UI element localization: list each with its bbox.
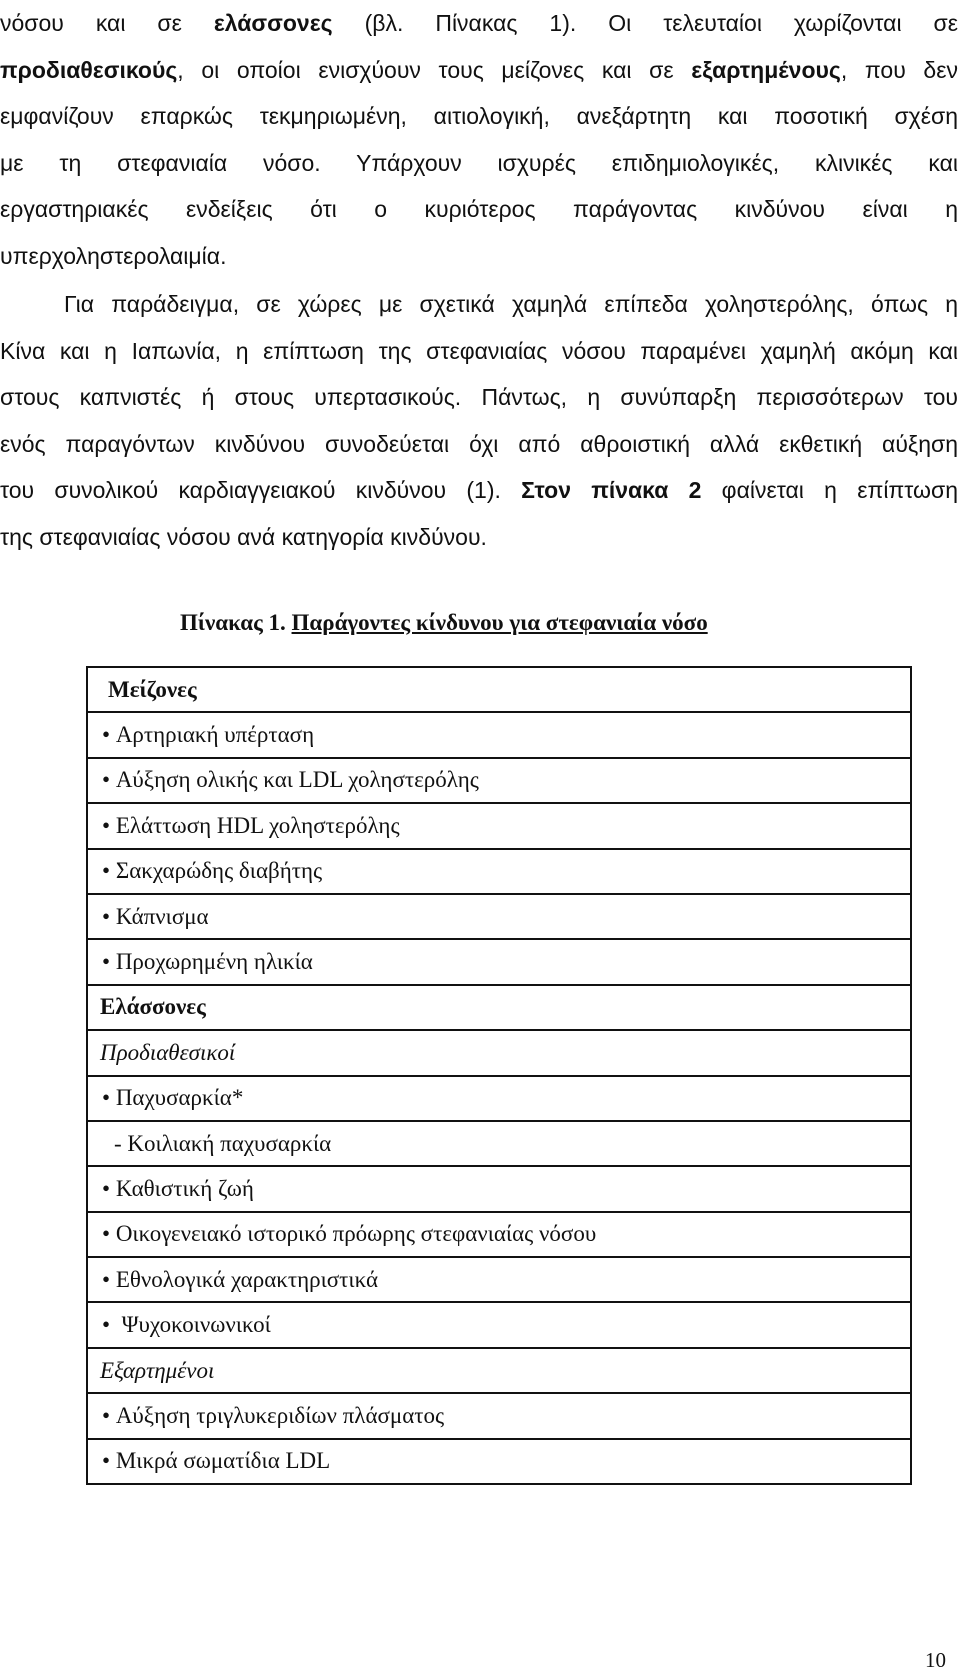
paragraph-line: Για παράδειγμα, σε χώρες με σχετικά χαμηλά επίπεδα χοληστερόλης, όπως η [64, 291, 958, 317]
paragraph-line: υπερχοληστερολαιμία. [0, 242, 227, 269]
major-header: Μείζονες [87, 667, 911, 712]
page-number: 10 [925, 1648, 946, 1672]
major-item: • Ελάττωση HDL χοληστερόλης [87, 803, 911, 848]
bold-term-predisposing: προδιαθεσικούς [0, 56, 178, 83]
table-row [87, 1166, 911, 1211]
predisposing-header: Προδιαθεσικοί [87, 1030, 911, 1075]
table-row [87, 849, 911, 894]
table-row [87, 1348, 911, 1393]
major-item: • Κάπνισμα [87, 894, 911, 939]
table-row [87, 1121, 911, 1166]
table-caption: Πίνακας 1. Παράγοντες κίνδυνου για στεφανιαία νόσο [180, 610, 708, 635]
table-row [87, 1212, 911, 1257]
bold-term-minor: ελάσσονες [213, 10, 333, 36]
major-item: • Προχωρημένη ηλικία [87, 939, 911, 984]
table-row [87, 667, 911, 712]
table-row [87, 1076, 911, 1121]
predisposing-item: • Ψυχοκοινωνικοί [87, 1302, 911, 1347]
table-row [87, 985, 911, 1030]
table-row [87, 803, 911, 848]
paragraph-line: με τη στεφανιαία νόσο. Υπάρχουν ισχυρές επιδημιολογικές, κλινικές και [0, 149, 958, 176]
minor-header: Ελάσσονες [87, 985, 911, 1030]
paragraph-line: ενός παραγόντων κινδύνου συνοδεύεται όχι από αθροιστική αλλά εκθετική αύξηση [0, 430, 958, 457]
paragraph-line: του συνολικού καρδιαγγειακού κινδύνου (1). Στον πίνακα 2 φαίνεται η επίπτωση [0, 477, 959, 504]
table-row [87, 758, 911, 803]
paragraph-line: εμφανίζουν επαρκώς τεκμηριωμένη, αιτιολογική, ανεξάρτητη και ποσοτική σχέση [0, 103, 958, 130]
table-row [87, 1030, 911, 1075]
table-2-reference: Στον πίνακα 2 [521, 477, 702, 504]
major-item: • Αρτηριακή υπέρταση [87, 712, 911, 757]
conditional-header: Εξαρτημένοι [87, 1348, 911, 1393]
table-row [87, 1393, 911, 1438]
table-row [87, 712, 911, 757]
paragraph-line: Κίνα και η Ιαπωνία, η επίπτωση της στεφανιαίας νόσου παραμένει χαμηλή ακόμη και [0, 337, 958, 364]
major-item: • Αύξηση ολικής και LDL χοληστερόλης [87, 758, 911, 803]
predisposing-subitem: - Κοιλιακή παχυσαρκία [87, 1121, 911, 1166]
predisposing-item: • Παχυσαρκία* [87, 1076, 911, 1121]
table-row [87, 939, 911, 984]
predisposing-item: • Οικογενειακό ιστορικό πρόωρης στεφανιαίας νόσου [87, 1212, 911, 1257]
paragraph-line: στους καπνιστές ή στους υπερτασικούς. Πάντως, η συνύπαρξη περισσότερων του [0, 384, 958, 411]
paragraph-2 [0, 281, 958, 561]
paragraph-line: της στεφανιαίας νόσου ανά κατηγορία κινδύνου. [0, 523, 487, 550]
predisposing-item: • Εθνολογικά χαρακτηριστικά [87, 1257, 911, 1302]
major-item: • Σακχαρώδης διαβήτης [87, 849, 911, 894]
table-row [87, 1257, 911, 1302]
paragraph-line: νόσου και σε ελάσσονες (βλ. Πίνακας 1). Οι τελευταίοι χωρίζονται σε [0, 10, 958, 36]
paragraph-line: εργαστηριακές ενδείξεις ότι ο κυριότερος παράγοντας κινδύνου είναι η [0, 196, 958, 223]
conditional-item: • Μικρά σωματίδια LDL [87, 1439, 911, 1484]
predisposing-item: • Καθιστική ζωή [87, 1166, 911, 1211]
risk-factors-table [86, 666, 912, 1485]
table-row [87, 1439, 911, 1484]
paragraph-1 [0, 0, 958, 280]
bold-term-conditional: εξαρτημένους [691, 56, 841, 83]
conditional-item: • Αύξηση τριγλυκεριδίων πλάσματος [87, 1393, 911, 1438]
table-row [87, 1302, 911, 1347]
table-row [87, 894, 911, 939]
paragraph-line: προδιαθεσικούς, οι οποίοι ενισχύουν τους μείζονες και σε εξαρτημένους, που δεν [0, 56, 958, 83]
